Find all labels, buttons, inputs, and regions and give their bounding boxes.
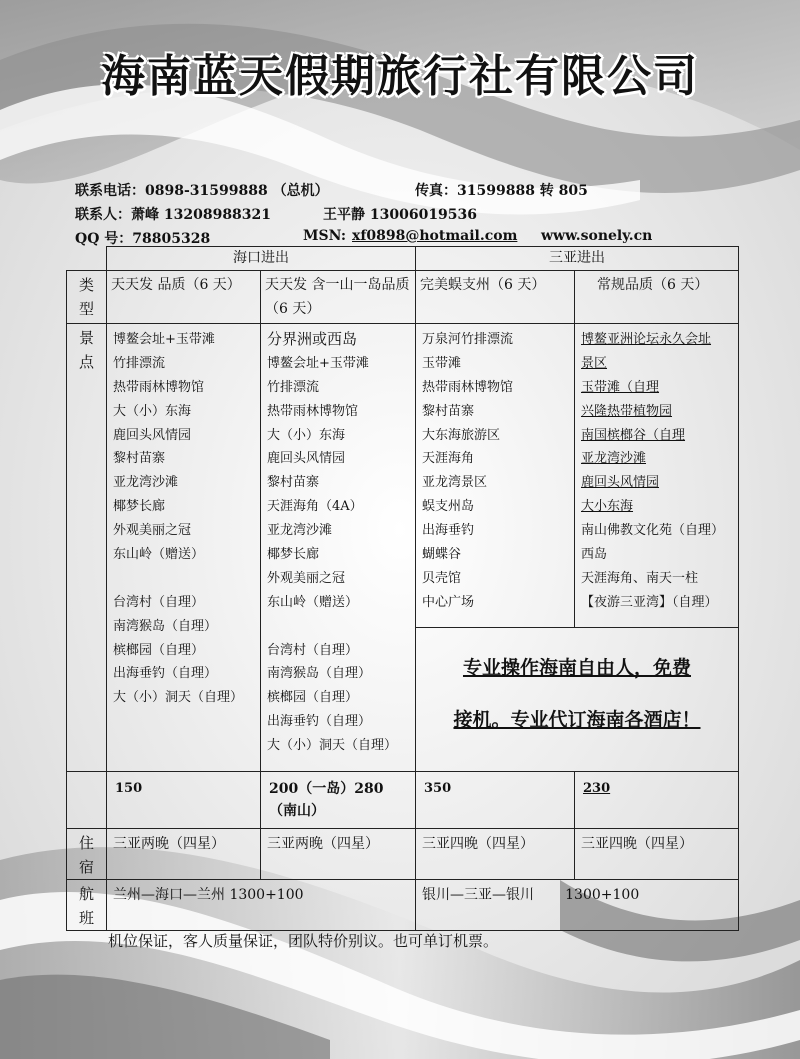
stay-cell: 三亚两晚（四星） (107, 829, 261, 880)
spot-item: 鹿回头风情园 (267, 451, 346, 467)
spot-item: 竹排漂流 (267, 379, 320, 395)
spots-list-col-2 (261, 324, 416, 772)
fax: 传真：31599888 转 805 (415, 183, 588, 199)
spot-item: 竹排漂流 (113, 355, 166, 371)
spot-item: 黎村苗寨 (422, 403, 475, 419)
type-label (67, 271, 107, 324)
spot-item: 蜈支州岛 (422, 499, 475, 515)
promo-line-1: 专业操作海南自由人，免费 (462, 657, 691, 679)
spot-item: 贝壳馆 (422, 570, 462, 586)
sanya-header: 三亚进出 (416, 247, 739, 271)
price-cell: 150 (107, 772, 261, 829)
flight-label-text: 航 班 (78, 885, 94, 927)
spot-item: 出海垂钓（自理） (113, 666, 218, 682)
spots-label-text: 景 点 (78, 329, 94, 371)
spot-item: 南国槟榔谷（自理 (581, 427, 686, 443)
type-label-text: 类 型 (78, 276, 94, 318)
stay-cell: 三亚四晚（四星） (575, 829, 739, 880)
spots-list-col-4 (575, 324, 739, 628)
spot-item: 玉带滩 (422, 355, 462, 371)
haikou-header: 海口进出 (107, 247, 416, 271)
spot-item: 热带雨林博物馆 (267, 403, 359, 419)
spot-item: 亚龙湾沙滩 (581, 451, 647, 467)
type-cell: 完美蜈支州（6 天） (416, 271, 575, 324)
spot-item: 万泉河竹排漂流 (422, 332, 514, 347)
spot-item: 椰梦长廊 (267, 547, 320, 563)
msn-label: MSN: (303, 228, 347, 244)
spot-item: 出海垂钓（自理） (267, 714, 372, 730)
qq: QQ 号：78805328 (75, 231, 211, 247)
spot-item: 大（小）东海 (267, 427, 346, 443)
spot-item: 槟榔园（自理） (113, 642, 205, 658)
spot-item: 大东海旅游区 (422, 427, 501, 443)
spot-item: 出海垂钓 (422, 523, 475, 539)
spot-item: 黎村苗寨 (267, 475, 320, 491)
spot-item: 黎村苗寨 (113, 451, 166, 467)
spot-item: 亚龙湾沙滩 (113, 475, 179, 491)
stay-cell: 三亚两晚（四星） (261, 829, 416, 880)
spot-item: 【夜游三亚湾】（自理） (581, 594, 718, 610)
flight-sanya: 银川—三亚—银川 1300+100 (416, 880, 739, 931)
footer-note: 机位保证，客人质量保证，团队特价别议。也可单订机票。 (108, 932, 499, 950)
spots-label (67, 324, 107, 772)
price-cell: 200（一岛）280（南山） (261, 772, 416, 829)
spot-item: 东山岭（赠送） (267, 594, 359, 610)
spot-item: 大小东海 (581, 499, 634, 515)
spot-item: 鹿回头风情园 (113, 427, 192, 443)
stay-cell: 三亚四晚（四星） (416, 829, 575, 880)
msn-email-link[interactable]: xf0898@hotmail.com (352, 228, 518, 244)
type-cell: 天天发 品质（6 天） (107, 271, 261, 324)
spot-item: 外观美丽之冠 (267, 570, 346, 586)
spot-item: 槟榔园（自理） (267, 690, 359, 706)
promo-line-2: 接机。专业代订海南各酒店！ (453, 709, 701, 731)
spot-item: 博鳌会址+玉带滩 (113, 332, 215, 347)
contact-person-2: 王平静 13006019536 (323, 207, 478, 223)
spot-item: 兴隆热带植物园 (581, 403, 673, 419)
flight-haikou: 兰州—海口—兰州 1300+100 (107, 880, 416, 931)
spot-item: 博鳌亚洲论坛永久会址 (581, 332, 712, 347)
company-title: 海南蓝天假期旅行社有限公司 (101, 51, 699, 102)
website-link[interactable]: www.sonely.cn (541, 228, 653, 244)
spots-list-col-3 (416, 324, 575, 628)
spot-item: 天涯海角 (422, 451, 475, 467)
spot-item: 南山佛教文化苑（自理） (581, 523, 725, 539)
stay-label (67, 829, 107, 880)
spot-item: 亚龙湾沙滩 (267, 523, 333, 539)
spot-item: 西岛 (581, 547, 608, 563)
spot-item (113, 567, 260, 591)
spot-item: 外观美丽之冠 (113, 523, 192, 539)
spot-item: 亚龙湾景区 (422, 475, 488, 491)
type-cell: 天天发 含一山一岛品质（6 天） (261, 271, 416, 324)
spot-item: 中心广场 (422, 594, 475, 610)
spot-item: 椰梦长廊 (113, 499, 166, 515)
price-cell: 350 (416, 772, 575, 829)
spot-item: 大（小）洞天（自理） (267, 738, 398, 754)
spot-item: 天涯海角（4A） (267, 499, 363, 515)
spot-item: 天涯海角、南天一柱 (581, 570, 699, 586)
phone: 联系电话：0898-31599888 （总机） (75, 183, 329, 199)
spot-item: 东山岭（赠送） (113, 547, 205, 563)
contact-person-1: 联系人：萧峰 13208988321 (75, 207, 272, 223)
spot-item: 台湾村（自理） (113, 594, 205, 610)
tour-table (66, 246, 739, 931)
spot-item: 大（小）东海 (113, 403, 192, 419)
spots-list-col-1 (107, 324, 261, 772)
spot-item: 景区 (581, 355, 608, 371)
promo-banner (416, 628, 739, 772)
type-cell: 常规品质（6 天） (575, 271, 739, 324)
spot-item: 热带雨林博物馆 (422, 379, 514, 395)
flight-label (67, 880, 107, 931)
spot-item: 蝴蝶谷 (422, 547, 462, 563)
stay-label-text: 住 宿 (78, 834, 94, 876)
spot-item: 南湾猴岛（自理） (267, 666, 372, 682)
spot-item (267, 615, 415, 639)
price-cell: 230 (575, 772, 739, 829)
spot-item: 鹿回头风情园 (581, 475, 660, 491)
spot-item: 分界洲或西岛 (267, 330, 358, 348)
spot-item: 热带雨林博物馆 (113, 379, 205, 395)
spot-item: 台湾村（自理） (267, 642, 359, 658)
spot-item: 大（小）洞天（自理） (113, 690, 244, 706)
spot-item: 玉带滩（自理 (581, 379, 660, 395)
spot-item: 南湾猴岛（自理） (113, 618, 218, 634)
spot-item: 博鳌会址+玉带滩 (267, 355, 369, 371)
